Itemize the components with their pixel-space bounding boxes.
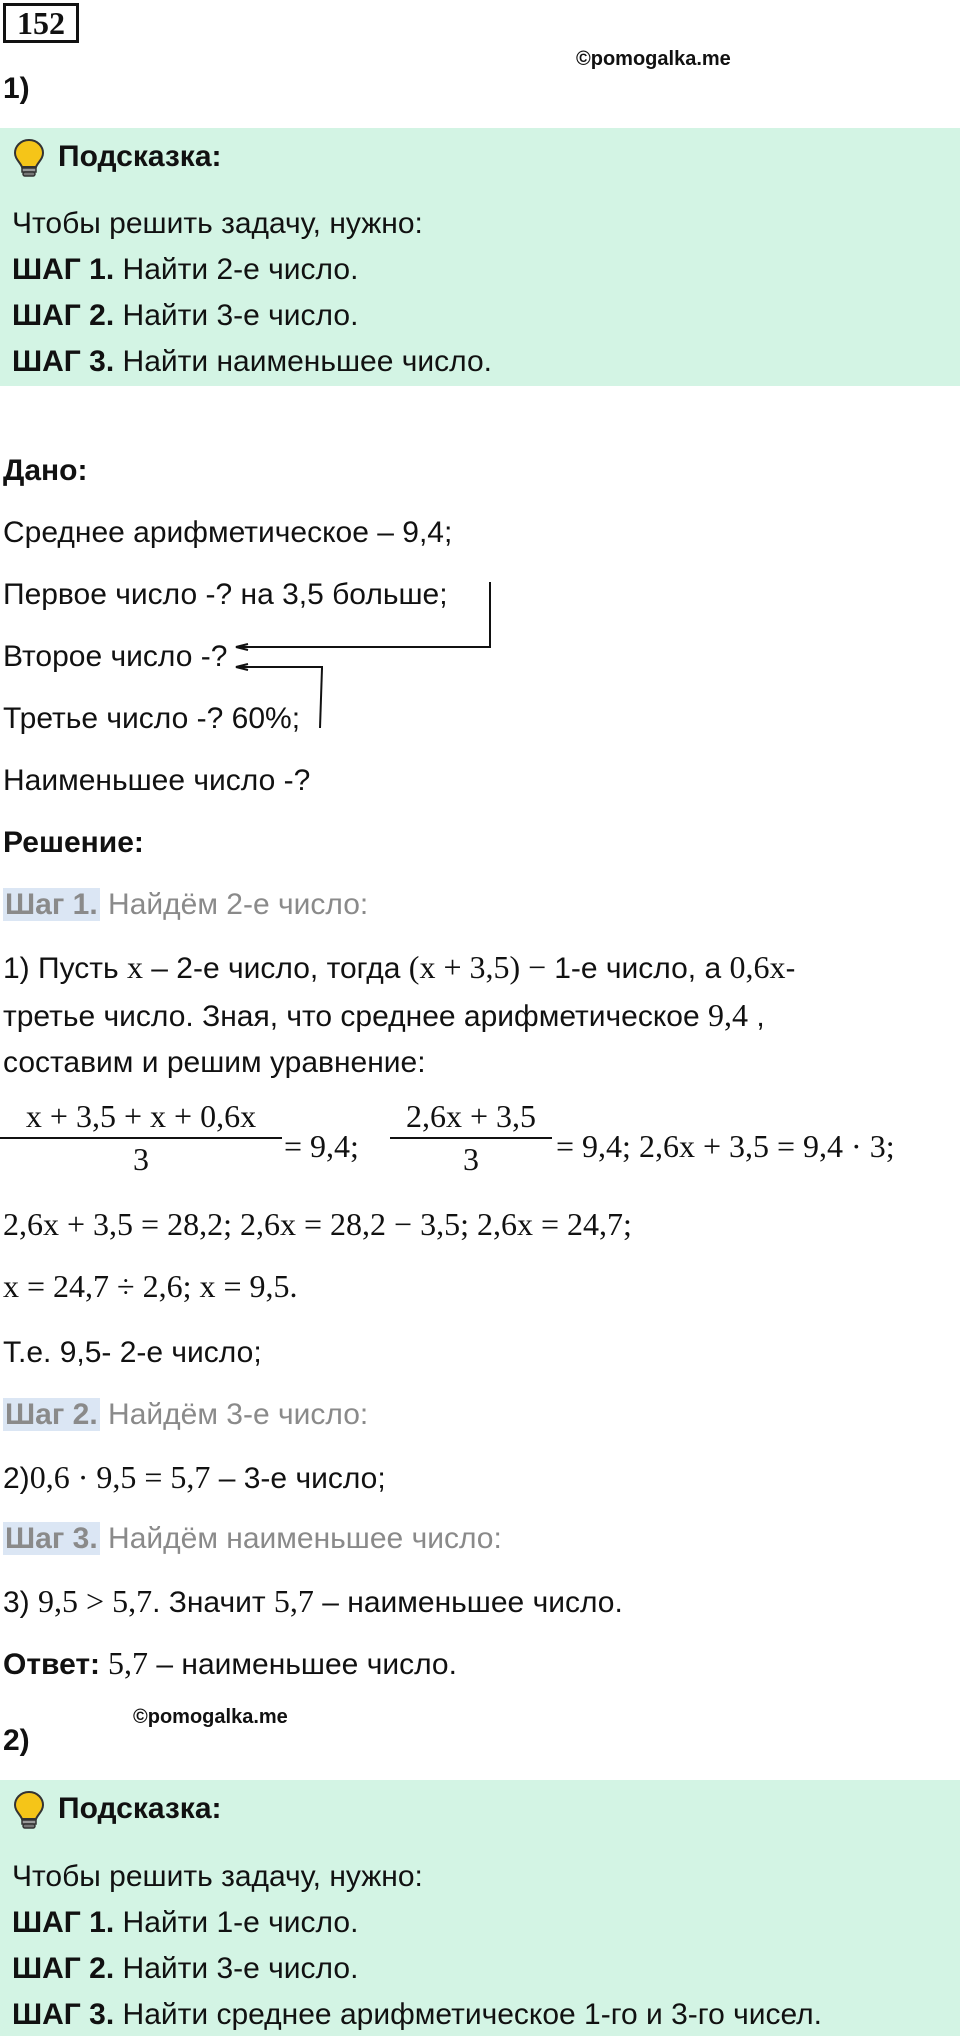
step1-line2: третье число. Зная, что среднее арифметическое 9,4 ,	[3, 997, 765, 1033]
given-line-third: Третье число -? 60%;	[3, 702, 301, 735]
step1-line1: 1) Пусть x – 2-е число, тогда (x + 3,5) − 1-е число, а 0,6x-	[3, 949, 796, 985]
step1-conclusion: Т.е. 9,5- 2-е число;	[3, 1336, 262, 1369]
given-title: Дано:	[3, 454, 88, 487]
given-line-smallest: Наименьшее число -?	[3, 764, 311, 797]
lightbulb-icon	[12, 1790, 46, 1830]
given-line-second: Второе число -?	[3, 640, 228, 673]
equation-4: x = 24,7 ÷ 2,6; x = 9,5.	[3, 1268, 298, 1304]
relation-arrows	[0, 0, 960, 900]
hint-intro-part2: Чтобы решить задачу, нужно:	[12, 1860, 423, 1893]
step1-line3: составим и решим уравнение:	[3, 1046, 426, 1079]
hint-step2-part2: ШАГ 2. Найти 3-е число.	[12, 1952, 359, 1985]
hint-intro-part1: Чтобы решить задачу, нужно:	[12, 207, 423, 240]
solution-title: Решение:	[3, 826, 144, 859]
part2-label: 2)	[3, 1724, 30, 1757]
fraction-1: x + 3,5 + x + 0,6x 3	[0, 1098, 282, 1178]
step2-heading: Шаг 2. Найдём 3-е число:	[5, 1398, 369, 1431]
fraction-2: 2,6x + 3,5 3	[390, 1098, 552, 1178]
hint-step2-part1: ШАГ 2. Найти 3-е число.	[12, 299, 359, 332]
hint-title-part2: Подсказка:	[58, 1792, 222, 1825]
hint-step3-part2: ШАГ 3. Найти среднее арифметическое 1-го и 3-го чисел.	[12, 1998, 823, 2031]
hint-step1-part1: ШАГ 1. Найти 2-е число.	[12, 253, 359, 286]
equation-1-tail: = 9,4;	[284, 1128, 359, 1164]
task-number: 152	[3, 3, 79, 43]
step1-heading: Шаг 1. Найдём 2-е число:	[5, 888, 369, 921]
equation-2-tail: = 9,4; 2,6x + 3,5 = 9,4 · 3;	[556, 1128, 895, 1164]
hint-title-part1: Подсказка:	[58, 140, 222, 173]
step2-line: 2)0,6 · 9,5 = 5,7 – 3-е число;	[3, 1459, 386, 1495]
part1-label: 1)	[3, 72, 30, 105]
watermark-top: ©pomogalka.me	[576, 48, 731, 70]
hint-step3-part1: ШАГ 3. Найти наименьшее число.	[12, 345, 492, 378]
hint-step1-part2: ШАГ 1. Найти 1-е число.	[12, 1906, 359, 1939]
step3-line: 3) 9,5 > 5,7. Значит 5,7 – наименьшее число.	[3, 1583, 623, 1619]
equation-3: 2,6x + 3,5 = 28,2; 2,6x = 28,2 − 3,5; 2,6x = 24,7;	[3, 1206, 632, 1242]
watermark-middle: ©pomogalka.me	[133, 1706, 288, 1728]
step3-heading: Шаг 3. Найдём наименьшее число:	[5, 1522, 502, 1555]
given-line-average: Среднее арифметическое – 9,4;	[3, 516, 453, 549]
given-line-first: Первое число -? на 3,5 больше;	[3, 578, 448, 611]
answer-line: Ответ: 5,7 – наименьшее число.	[3, 1645, 457, 1681]
